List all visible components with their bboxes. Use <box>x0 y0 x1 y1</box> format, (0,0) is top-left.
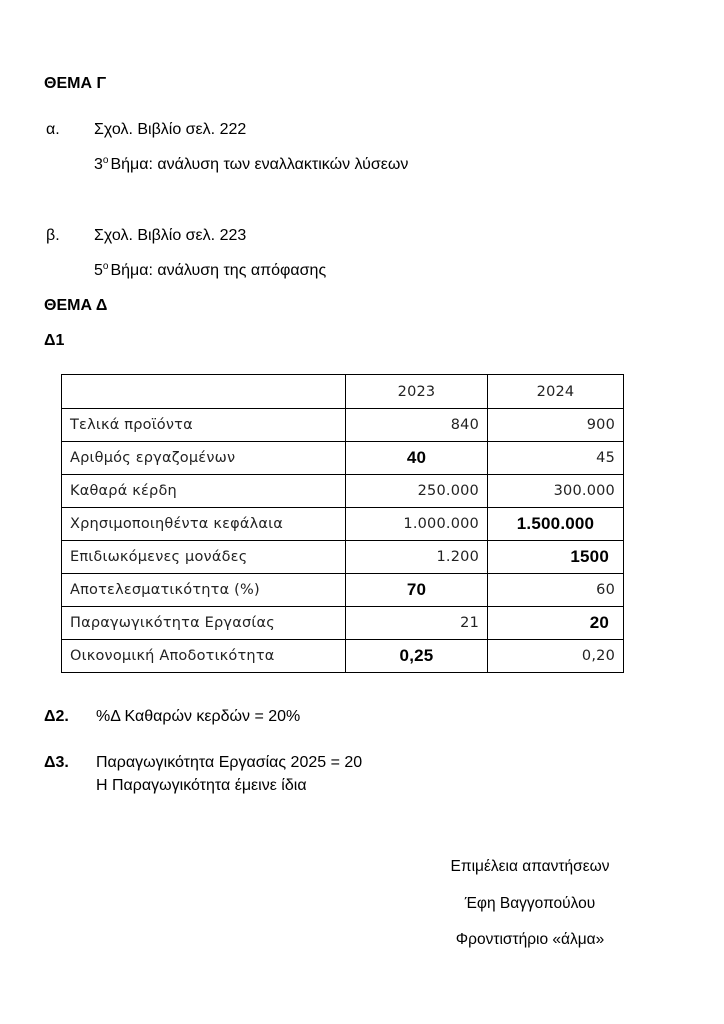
cell-2024: 45 <box>488 442 624 475</box>
item-a-step-sup: ο <box>102 155 109 166</box>
item-b-step-text: Βήμα: ανάλυση της απόφασης <box>110 262 327 279</box>
theme-g-heading: ΘΕΜΑ Γ <box>44 75 107 92</box>
item-b-step-number: 5 <box>94 262 103 279</box>
cell-2023: 1.200 <box>346 541 488 574</box>
row-label: Οικονομική Αποδοτικότητα <box>62 640 346 673</box>
theme-d-heading: ΘΕΜΑ Δ <box>44 297 108 314</box>
item-b-step <box>94 261 326 281</box>
cell-2023: 250.000 <box>346 475 488 508</box>
d3-label: Δ3. <box>44 754 69 771</box>
table-row <box>62 574 624 607</box>
header-2024: 2024 <box>488 375 624 409</box>
cell-2024: 20 <box>488 607 624 640</box>
item-a-step <box>94 155 408 175</box>
d2-text: %Δ Καθαρών κερδών = 20% <box>96 708 301 725</box>
item-b-reference: Σχολ. Βιβλίο σελ. 223 <box>94 227 247 244</box>
cell-2024: 1.500.000 <box>488 508 624 541</box>
cell-2024: 0,20 <box>488 640 624 673</box>
item-b-step-sup: ο <box>102 261 109 272</box>
credits-school: Φροντιστήριο «άλμα» <box>455 931 605 948</box>
row-label: Αποτελεσματικότητα (%) <box>62 574 346 607</box>
cell-2024: 1500 <box>488 541 624 574</box>
table-row <box>62 442 624 475</box>
credits-author: Έφη Βαγγοπούλου <box>464 895 596 912</box>
d3-line1: Παραγωγικότητα Εργασίας 2025 = 20 <box>96 754 363 771</box>
d3-line2: Η Παραγωγικότητα έμεινε ίδια <box>96 777 307 794</box>
cell-2023: 840 <box>346 409 488 442</box>
table-row <box>62 607 624 640</box>
row-label: Χρησιμοποιηθέντα κεφάλαια <box>62 508 346 541</box>
results-table <box>61 374 624 673</box>
table-row <box>62 508 624 541</box>
table-row <box>62 475 624 508</box>
table-row <box>62 409 624 442</box>
table-row <box>62 640 624 673</box>
cell-2024: 60 <box>488 574 624 607</box>
cell-2023: 40 <box>346 442 488 475</box>
credits-editing: Επιμέλεια απαντήσεων <box>450 858 610 875</box>
row-label: Τελικά προϊόντα <box>62 409 346 442</box>
row-label: Επιδιωκόμενες μονάδες <box>62 541 346 574</box>
cell-2024: 300.000 <box>488 475 624 508</box>
cell-2023: 1.000.000 <box>346 508 488 541</box>
cell-2023: 70 <box>346 574 488 607</box>
table-row <box>62 541 624 574</box>
item-a-reference: Σχολ. Βιβλίο σελ. 222 <box>94 121 247 138</box>
header-empty-cell <box>62 375 346 409</box>
row-label: Παραγωγικότητα Εργασίας <box>62 607 346 640</box>
item-a-step-number: 3 <box>94 156 103 173</box>
table-header-row <box>62 375 624 409</box>
d2-label: Δ2. <box>44 708 69 725</box>
item-a-marker: α. <box>46 121 60 138</box>
cell-2024: 900 <box>488 409 624 442</box>
cell-2023: 0,25 <box>346 640 488 673</box>
header-2023: 2023 <box>346 375 488 409</box>
d1-label: Δ1 <box>44 332 65 349</box>
item-b-marker: β. <box>46 227 60 244</box>
item-a-step-text: Βήμα: ανάλυση των εναλλακτικών λύσεων <box>110 156 409 173</box>
cell-2023: 21 <box>346 607 488 640</box>
row-label: Αριθμός εργαζομένων <box>62 442 346 475</box>
row-label: Καθαρά κέρδη <box>62 475 346 508</box>
